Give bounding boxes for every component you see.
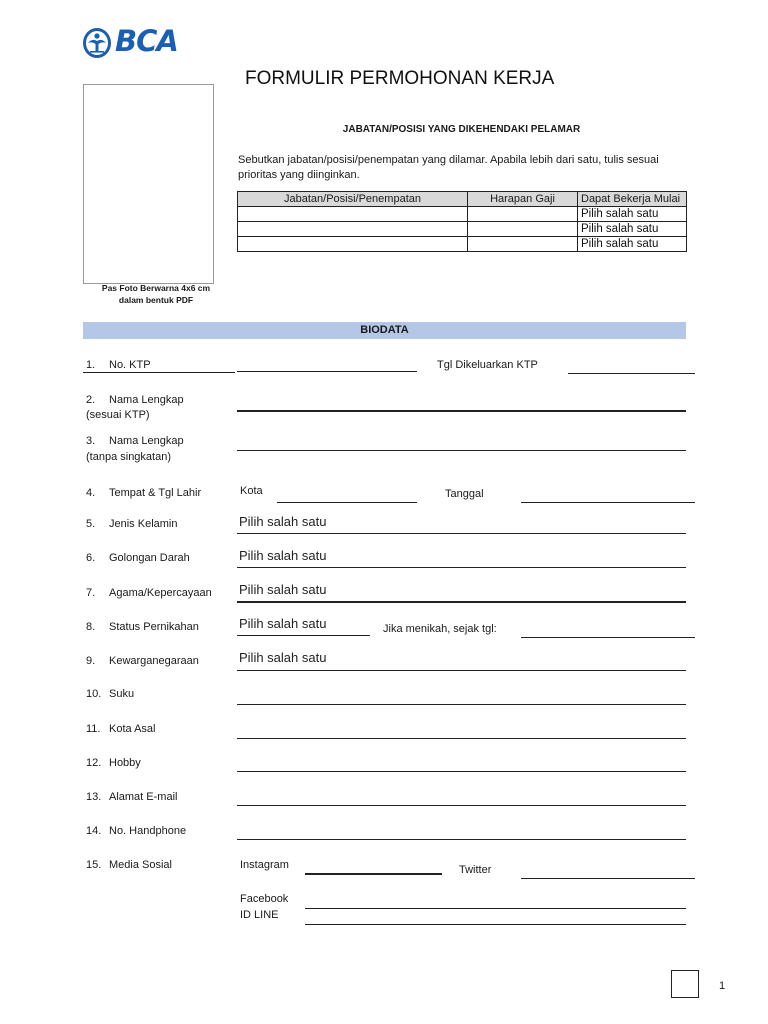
position-cell[interactable]	[238, 222, 468, 237]
birth-date-label: Tanggal	[445, 488, 484, 500]
citizenship-label: 9. Kewarganegaraan	[86, 655, 199, 667]
bca-logo	[82, 24, 182, 61]
photo-upload-box[interactable]	[83, 84, 214, 284]
line-id-input[interactable]	[305, 924, 686, 925]
full-name-long-sublabel: (tanpa singkatan)	[86, 451, 171, 463]
table-row	[238, 237, 687, 252]
salary-cell[interactable]	[468, 237, 578, 252]
marital-dropdown[interactable]: Pilih salah satu	[239, 616, 327, 631]
ktp-label-underline	[83, 372, 235, 373]
phone-label: 14. No. Handphone	[86, 825, 187, 837]
photo-caption	[83, 282, 229, 306]
column-header-position: Jabatan/Posisi/Penempatan	[238, 192, 468, 207]
page-box	[671, 970, 699, 998]
gender-dropdown[interactable]: Pilih salah satu	[239, 514, 327, 529]
position-table-header	[238, 192, 687, 207]
bca-emblem-icon	[82, 27, 112, 59]
form-title: FORMULIR PERMOHONAN KERJA	[245, 68, 555, 89]
start-dropdown[interactable]: Pilih salah satu	[578, 222, 687, 237]
position-table	[237, 191, 687, 252]
position-cell[interactable]	[238, 207, 468, 222]
column-header-salary: Harapan Gaji	[468, 192, 578, 207]
start-dropdown[interactable]: Pilih salah satu	[578, 207, 687, 222]
religion-underline	[237, 601, 686, 603]
origin-city-input[interactable]	[237, 738, 686, 739]
citizenship-underline	[237, 670, 686, 671]
marital-label: 8. Status Pernikahan	[86, 621, 199, 633]
blood-label: 6. Golongan Darah	[86, 552, 190, 564]
photo-caption-line2: dalam bentuk PDF	[118, 295, 194, 305]
biodata-heading: BIODATA	[360, 324, 409, 336]
birth-label: 4. Tempat & Tgl Lahir	[86, 487, 202, 499]
biodata-heading-bar	[83, 322, 686, 339]
facebook-input[interactable]	[305, 908, 686, 909]
table-row	[238, 222, 687, 237]
email-input[interactable]	[237, 805, 686, 806]
citizenship-dropdown[interactable]: Pilih salah satu	[239, 650, 327, 665]
salary-cell[interactable]	[468, 207, 578, 222]
ethnicity-label: 10. Suku	[86, 688, 135, 700]
ktp-issued-label: Tgl Dikeluarkan KTP	[437, 359, 538, 371]
social-label: 15. Media Sosial	[86, 859, 172, 871]
religion-dropdown[interactable]: Pilih salah satu	[239, 582, 327, 597]
instagram-label: Instagram	[240, 859, 289, 871]
marital-underline	[237, 635, 370, 636]
salary-cell[interactable]	[468, 222, 578, 237]
table-row	[238, 207, 687, 222]
ethnicity-input[interactable]	[237, 704, 686, 705]
phone-input[interactable]	[237, 839, 686, 840]
gender-label: 5. Jenis Kelamin	[86, 518, 178, 530]
ktp-label: 1. No. KTP	[86, 359, 151, 371]
blood-dropdown[interactable]: Pilih salah satu	[239, 548, 327, 563]
full-name-label: 2. Nama Lengkap	[86, 394, 184, 406]
position-heading: JABATAN/POSISI YANG DIKEHENDAKI PELAMAR	[342, 124, 581, 135]
position-cell[interactable]	[238, 237, 468, 252]
blood-underline	[237, 567, 686, 568]
birth-date-input[interactable]	[521, 502, 695, 503]
position-instruction: Sebutkan jabatan/posisi/penempatan yang dilamar. Apabila lebih dari satu, tulis sesuai prioritas yang diinginkan.	[238, 154, 659, 181]
page-number: 1	[719, 980, 726, 992]
birth-city-label: Kota	[240, 485, 263, 497]
facebook-label: Facebook	[240, 893, 289, 905]
column-header-start: Dapat Bekerja Mulai	[578, 192, 687, 207]
full-name-long-input[interactable]	[237, 450, 686, 451]
hobby-label: 12. Hobby	[86, 757, 141, 769]
gender-underline	[237, 533, 686, 534]
full-name-sublabel: (sesuai KTP)	[86, 409, 150, 421]
religion-label: 7. Agama/Kepercayaan	[86, 587, 212, 599]
twitter-label: Twitter	[459, 864, 492, 876]
married-since-label: Jika menikah, sejak tgl:	[383, 623, 497, 635]
start-dropdown[interactable]: Pilih salah satu	[578, 237, 687, 252]
email-label: 13. Alamat E-mail	[86, 791, 178, 803]
twitter-input[interactable]	[521, 878, 695, 879]
birth-city-input[interactable]	[277, 502, 417, 503]
line-id-label: ID LINE	[240, 909, 279, 921]
bca-brand-text: BCA	[115, 24, 178, 58]
instagram-input[interactable]	[305, 873, 442, 875]
full-name-input[interactable]	[237, 410, 686, 412]
married-since-input[interactable]	[521, 637, 695, 638]
full-name-long-label: 3. Nama Lengkap	[86, 435, 184, 447]
hobby-input[interactable]	[237, 771, 686, 772]
origin-city-label: 11. Kota Asal	[86, 723, 156, 735]
photo-caption-line1: Pas Foto Berwarna 4x6 cm	[101, 283, 211, 293]
ktp-input[interactable]	[237, 371, 417, 372]
ktp-issued-input[interactable]	[568, 373, 695, 374]
